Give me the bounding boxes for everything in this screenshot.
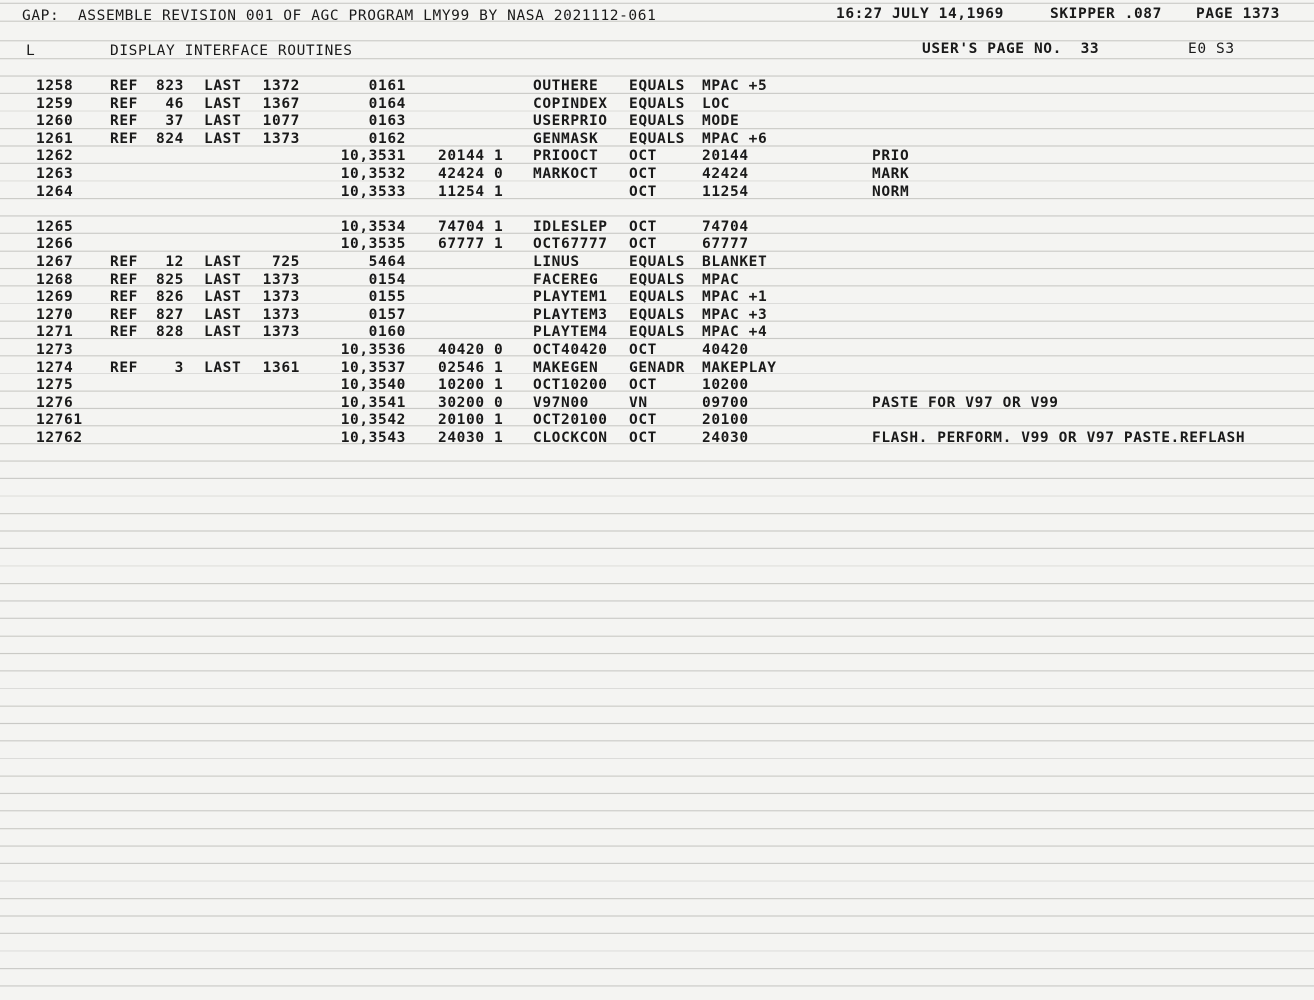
opcode: OCT xyxy=(629,430,657,446)
address: 0163 xyxy=(368,113,406,130)
address: 10,3540 xyxy=(340,377,406,394)
listing-row xyxy=(0,219,1314,237)
listing-row xyxy=(0,166,1314,184)
ref-label: REF xyxy=(110,130,138,147)
symbol-label: CLOCKCON xyxy=(533,430,608,446)
opcode: EQUALS xyxy=(629,306,685,323)
ref-number: 824 xyxy=(156,130,184,147)
listing-row xyxy=(0,395,1314,413)
header-timestamp: 16:27 JULY 14,1969 xyxy=(836,6,1004,22)
address: 0160 xyxy=(368,324,406,341)
listing-row xyxy=(0,113,1314,131)
ref-label: REF xyxy=(110,95,138,112)
users-page-number: USER'S PAGE NO. 33 xyxy=(922,41,1100,57)
line-number: 1269 xyxy=(36,289,74,306)
ref-number: 37 xyxy=(165,113,184,130)
ref-number: 3 xyxy=(174,359,184,376)
operand: MODE xyxy=(702,113,740,130)
operand: MPAC +4 xyxy=(702,324,768,341)
ref-label: REF xyxy=(110,289,138,306)
object-code: 10200 1 xyxy=(438,377,504,394)
last-number: 1361 xyxy=(262,359,300,376)
operand: MAKEPLAY xyxy=(702,359,777,376)
ref-number: 825 xyxy=(156,271,184,288)
address: 0162 xyxy=(368,130,406,147)
operand: 10200 xyxy=(702,377,749,394)
opcode: GENADR xyxy=(629,359,685,376)
object-code: 42424 0 xyxy=(438,166,504,182)
last-number: 1367 xyxy=(262,95,300,112)
line-number: 1262 xyxy=(36,148,74,165)
operand: 42424 xyxy=(702,166,749,182)
header-skipper: SKIPPER .087 xyxy=(1050,6,1162,22)
opcode: OCT xyxy=(629,218,657,235)
address: 10,3542 xyxy=(340,412,406,429)
opcode: OCT xyxy=(629,412,657,429)
operand: MPAC +6 xyxy=(702,130,768,147)
last-label: LAST xyxy=(204,306,242,323)
symbol-label: OCT20100 xyxy=(533,412,608,429)
operand: 20100 xyxy=(702,412,749,429)
line-number: 1265 xyxy=(36,218,74,235)
opcode: EQUALS xyxy=(629,113,685,130)
ref-number: 827 xyxy=(156,306,184,323)
last-label: LAST xyxy=(204,359,242,376)
line-number: 1268 xyxy=(36,271,74,288)
last-number: 1373 xyxy=(262,271,300,288)
line-number: 12762 xyxy=(36,430,83,446)
opcode: EQUALS xyxy=(629,78,685,94)
line-number: 1264 xyxy=(36,183,74,200)
last-label: LAST xyxy=(204,324,242,341)
address: 0164 xyxy=(368,95,406,112)
listing-row xyxy=(0,148,1314,166)
object-code: 20100 1 xyxy=(438,412,504,429)
last-label: LAST xyxy=(204,271,242,288)
opcode: EQUALS xyxy=(629,324,685,341)
listing-row xyxy=(0,201,1314,219)
ref-label: REF xyxy=(110,113,138,130)
last-number: 1373 xyxy=(262,306,300,323)
listing-row xyxy=(0,377,1314,395)
listing-row xyxy=(0,254,1314,272)
symbol-label: MAKEGEN xyxy=(533,359,599,376)
address: 10,3533 xyxy=(340,183,406,200)
eo-label: E0 S3 xyxy=(1188,41,1235,57)
listing-row xyxy=(0,324,1314,342)
listing-row xyxy=(0,307,1314,325)
ref-number: 828 xyxy=(156,324,184,341)
opcode: OCT xyxy=(629,377,657,394)
last-label: LAST xyxy=(204,254,242,270)
address: 10,3534 xyxy=(340,218,406,235)
opcode: EQUALS xyxy=(629,95,685,112)
listing-row xyxy=(0,342,1314,360)
opcode: EQUALS xyxy=(629,289,685,306)
opcode: EQUALS xyxy=(629,130,685,147)
header-title: GAP: ASSEMBLE REVISION 001 OF AGC PROGRAM LMY99 BY NASA 2021112-061 xyxy=(22,8,657,24)
operand: MPAC +1 xyxy=(702,289,768,306)
symbol-label: OCT10200 xyxy=(533,377,608,394)
line-number: 1259 xyxy=(36,95,74,112)
last-number: 1372 xyxy=(262,78,300,94)
ref-number: 12 xyxy=(165,254,184,270)
ref-label: REF xyxy=(110,306,138,323)
ref-number: 823 xyxy=(156,78,184,94)
opcode: EQUALS xyxy=(629,271,685,288)
listing-row xyxy=(0,272,1314,290)
symbol-label: COPINDEX xyxy=(533,95,608,112)
operand: MPAC +5 xyxy=(702,78,768,94)
comment: NORM xyxy=(872,183,910,200)
object-code: 02546 1 xyxy=(438,359,504,376)
ref-label: REF xyxy=(110,271,138,288)
last-label: LAST xyxy=(204,113,242,130)
symbol-label: PLAYTEM3 xyxy=(533,306,608,323)
line-number: 1258 xyxy=(36,78,74,94)
last-number: 1373 xyxy=(262,289,300,306)
opcode: OCT xyxy=(629,342,657,358)
listing-row xyxy=(0,96,1314,114)
listing-row xyxy=(0,236,1314,254)
ref-number: 826 xyxy=(156,289,184,306)
opcode: OCT xyxy=(629,183,657,200)
section-title: DISPLAY INTERFACE ROUTINES xyxy=(110,43,353,59)
object-code: 11254 1 xyxy=(438,183,504,200)
last-number: 725 xyxy=(272,254,300,270)
operand: 40420 xyxy=(702,342,749,358)
object-code: 67777 1 xyxy=(438,236,504,253)
last-label: LAST xyxy=(204,95,242,112)
listing-row xyxy=(0,78,1314,96)
listing-row xyxy=(0,289,1314,307)
object-code: 40420 0 xyxy=(438,342,504,358)
opcode: OCT xyxy=(629,236,657,253)
operand: MPAC +3 xyxy=(702,306,768,323)
last-number: 1077 xyxy=(262,113,300,130)
opcode: OCT xyxy=(629,166,657,182)
symbol-label: IDLESLEP xyxy=(533,218,608,235)
symbol-label: OCT67777 xyxy=(533,236,608,253)
address: 5464 xyxy=(368,254,406,270)
symbol-label: V97N00 xyxy=(533,394,589,411)
symbol-label: GENMASK xyxy=(533,130,599,147)
symbol-label: OCT40420 xyxy=(533,342,608,358)
line-number: 1270 xyxy=(36,306,74,323)
operand: BLANKET xyxy=(702,254,768,270)
symbol-label: LINUS xyxy=(533,254,580,270)
line-number: 1275 xyxy=(36,377,74,394)
ref-label: REF xyxy=(110,254,138,270)
opcode: EQUALS xyxy=(629,254,685,270)
address: 0161 xyxy=(368,78,406,94)
header-page-number: PAGE 1373 xyxy=(1196,6,1280,22)
address: 10,3541 xyxy=(340,394,406,411)
operand: 09700 xyxy=(702,394,749,411)
operand: 20144 xyxy=(702,148,749,165)
operand: 11254 xyxy=(702,183,749,200)
comment: FLASH. PERFORM. V99 OR V97 PASTE.REFLASH xyxy=(872,430,1246,446)
opcode: VN xyxy=(629,394,648,411)
listing-marker: L xyxy=(26,43,36,59)
last-label: LAST xyxy=(204,130,242,147)
listing-row xyxy=(0,360,1314,378)
line-number: 1274 xyxy=(36,359,74,376)
symbol-label: MARKOCT xyxy=(533,166,599,182)
line-number: 1263 xyxy=(36,166,74,182)
operand: MPAC xyxy=(702,271,740,288)
comment: PRIO xyxy=(872,148,910,165)
address: 10,3531 xyxy=(340,148,406,165)
operand: 24030 xyxy=(702,430,749,446)
line-number: 1267 xyxy=(36,254,74,270)
address: 0155 xyxy=(368,289,406,306)
symbol-label: PLAYTEM4 xyxy=(533,324,608,341)
line-number: 1266 xyxy=(36,236,74,253)
address: 10,3532 xyxy=(340,166,406,182)
object-code: 24030 1 xyxy=(438,430,504,446)
symbol-label: PRIOOCT xyxy=(533,148,599,165)
line-number: 1260 xyxy=(36,113,74,130)
ref-label: REF xyxy=(110,78,138,94)
symbol-label: PLAYTEM1 xyxy=(533,289,608,306)
symbol-label: USERPRIO xyxy=(533,113,608,130)
comment: MARK xyxy=(872,166,910,182)
line-number: 1261 xyxy=(36,130,74,147)
address: 0157 xyxy=(368,306,406,323)
address: 10,3535 xyxy=(340,236,406,253)
last-number: 1373 xyxy=(262,324,300,341)
line-number: 12761 xyxy=(36,412,83,429)
comment: PASTE FOR V97 OR V99 xyxy=(872,394,1059,411)
last-number: 1373 xyxy=(262,130,300,147)
listing-row xyxy=(0,412,1314,430)
operand: 74704 xyxy=(702,218,749,235)
address: 10,3537 xyxy=(340,359,406,376)
listing-row xyxy=(0,131,1314,149)
last-label: LAST xyxy=(204,78,242,94)
object-code: 20144 1 xyxy=(438,148,504,165)
ref-label: REF xyxy=(110,324,138,341)
object-code: 30200 0 xyxy=(438,394,504,411)
object-code: 74704 1 xyxy=(438,218,504,235)
line-number: 1273 xyxy=(36,342,74,358)
listing-row xyxy=(0,184,1314,202)
ref-number: 46 xyxy=(165,95,184,112)
operand: 67777 xyxy=(702,236,749,253)
line-number: 1276 xyxy=(36,394,74,411)
last-label: LAST xyxy=(204,289,242,306)
symbol-label: OUTHERE xyxy=(533,78,599,94)
opcode: OCT xyxy=(629,148,657,165)
listing-row xyxy=(0,430,1314,448)
ref-label: REF xyxy=(110,359,138,376)
symbol-label: FACEREG xyxy=(533,271,599,288)
address: 0154 xyxy=(368,271,406,288)
operand: LOC xyxy=(702,95,730,112)
address: 10,3543 xyxy=(340,430,406,446)
address: 10,3536 xyxy=(340,342,406,358)
line-number: 1271 xyxy=(36,324,74,341)
